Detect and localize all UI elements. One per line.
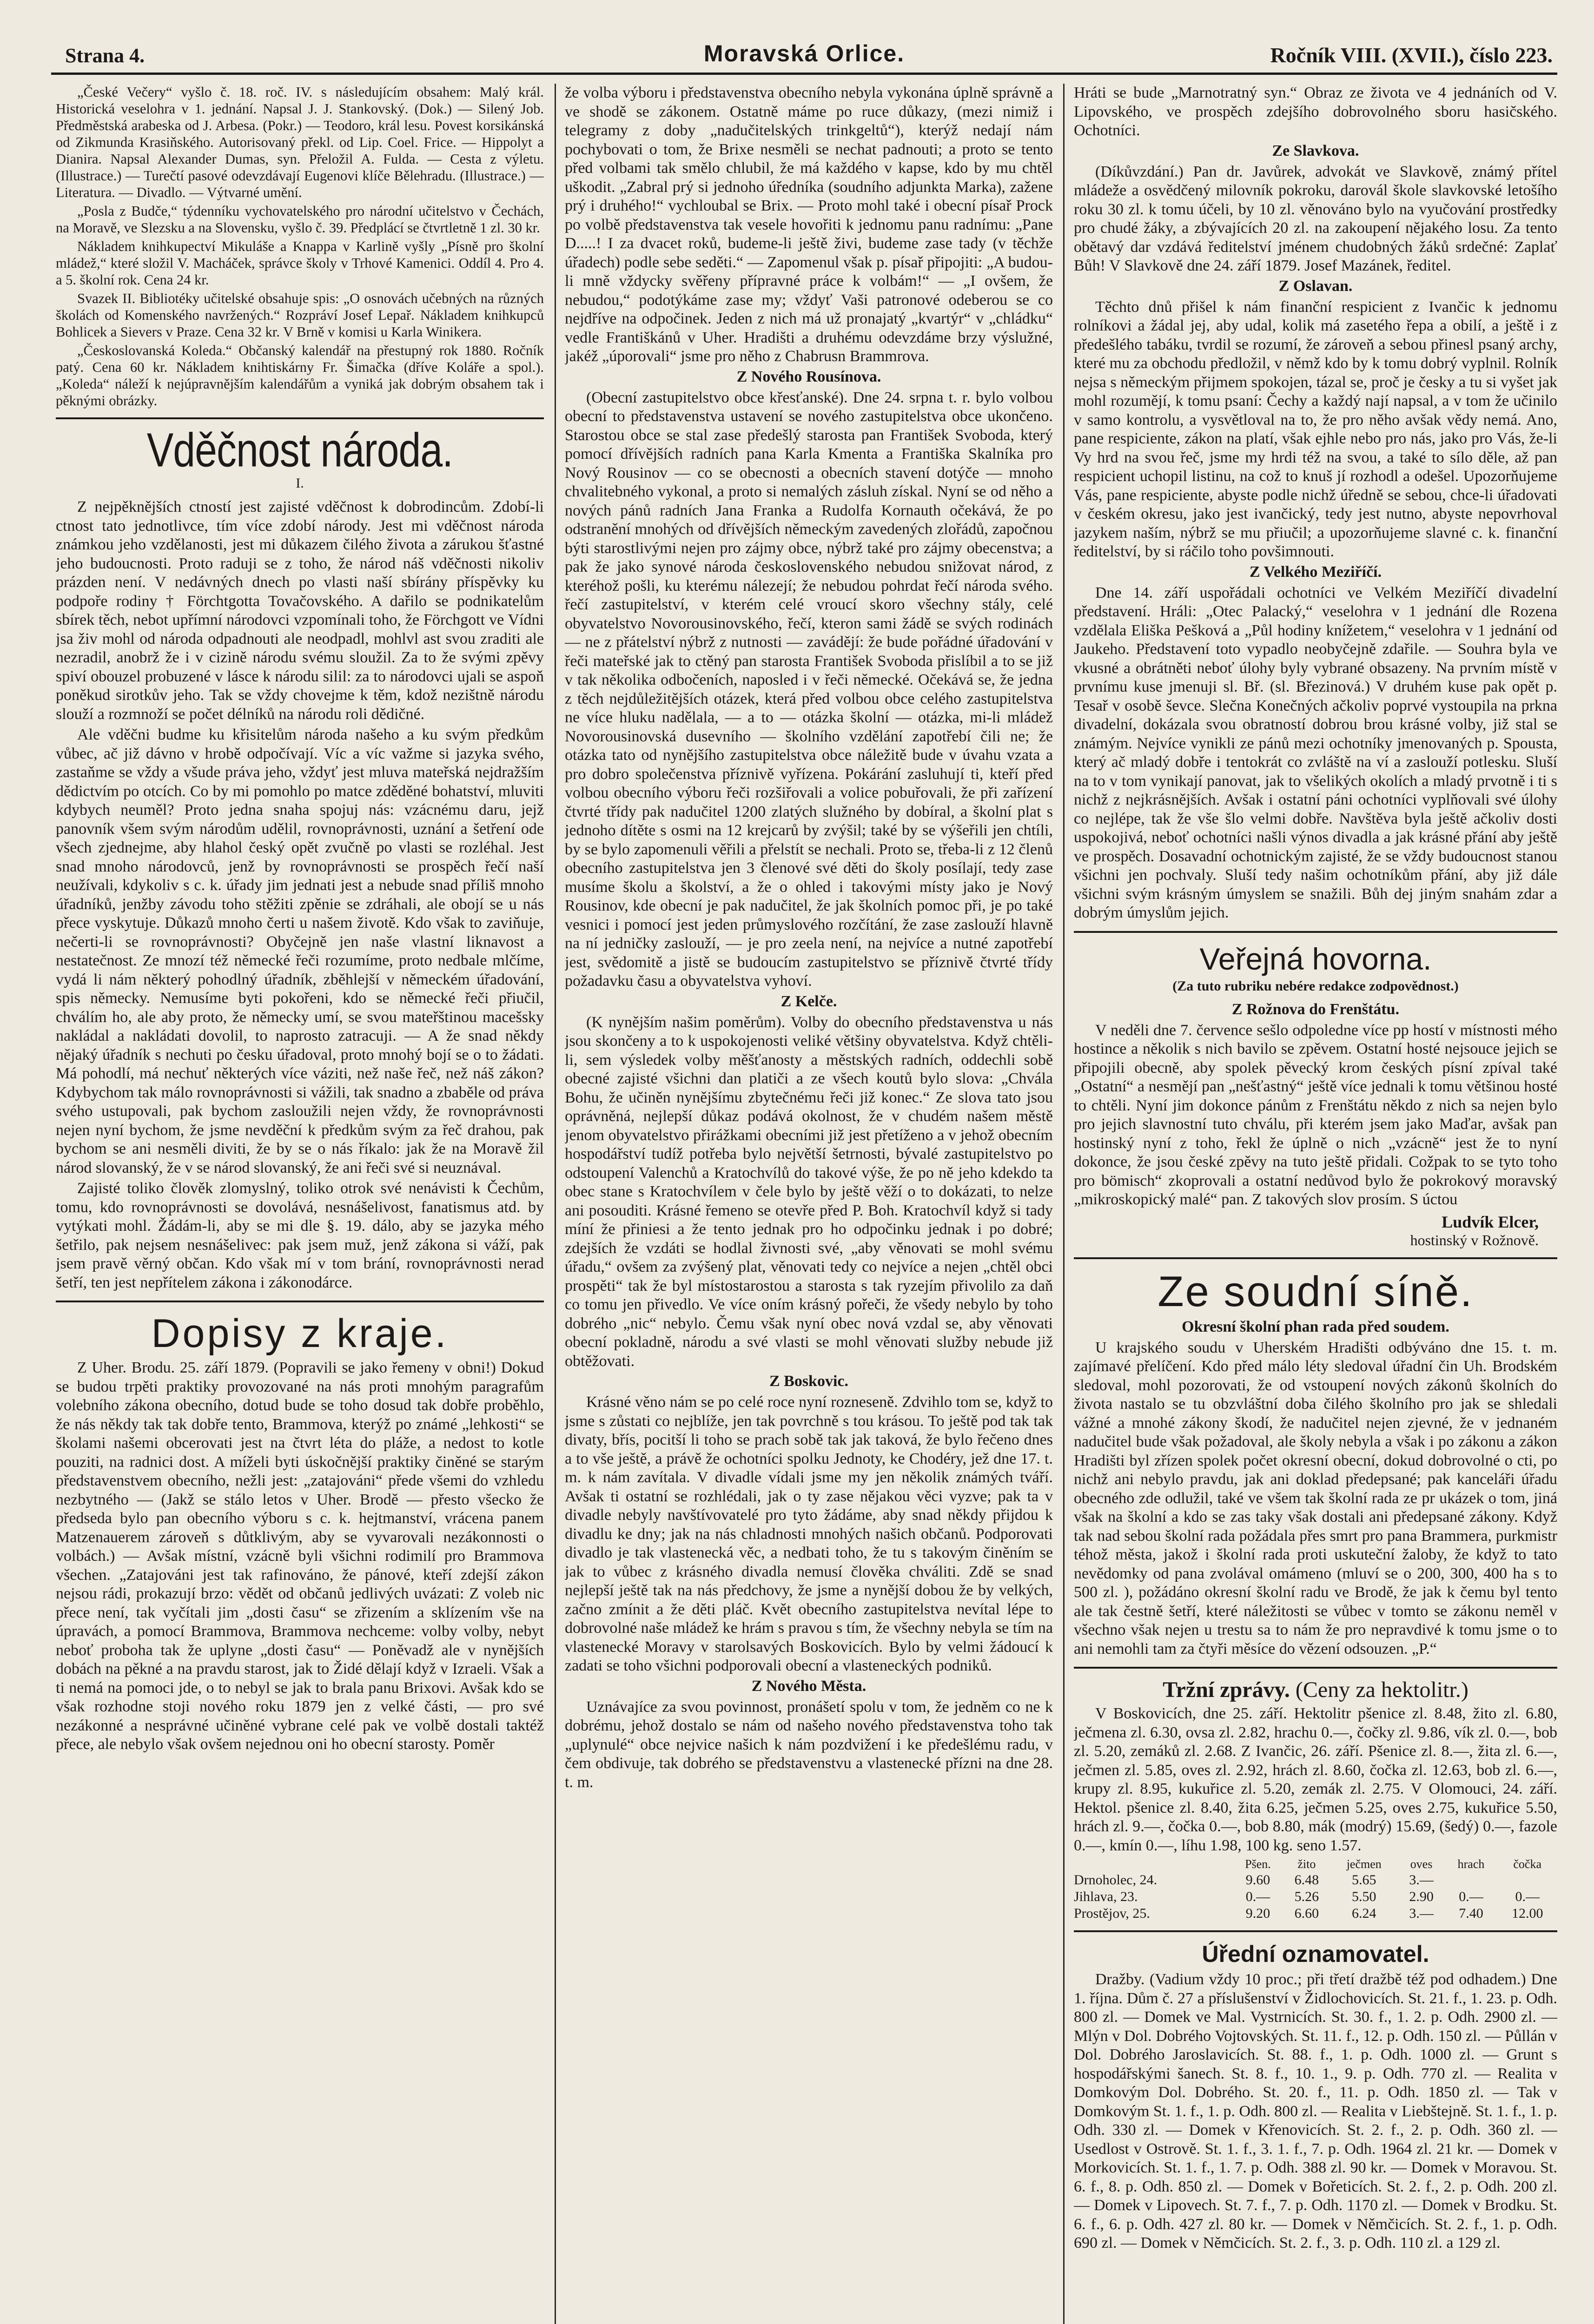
price-column-header: hrach [1457,1857,1485,1871]
section-divider [1074,1930,1557,1932]
notice-paragraph: Nákladem knihkupectví Mikuláše a Knappa v Karlině vyšly „Písně pro školní mládež,“ které složil V. Macháček, správce školy v Trhové Kamenici. Oddíl 4. Pro 4. a 5. školní rok. Cena 24 kr. [56,238,544,288]
page-header [51,40,1557,75]
article-title: Vděčnost národa. [146,423,453,477]
price-cell: 7.40 [1459,1906,1483,1921]
section-title: Úřední oznamovatel. [1202,1941,1429,1967]
letter-heading: Ze Slavkova. [1272,142,1359,159]
price-column-header: oves [1410,1857,1433,1871]
letter-paragraph: Dne 14. září uspořádali ochotníci ve Velkém Meziříčí divadelní představení. Hráli: „Otec Palacký,“ veselohra v 1 jednání dle Rozena vzdělala Eliška Pešková a „Půl hodiny knížetem,“ veselohra v 1 jednání od Jaukeho. Představení toto vypadlo neobyčejně zdařile. — Souhra byla ve vkusné a obrátněti neboť úlohy byly vybrané obsazeny. Na prvním místě v prvnímu kuse jmenuji sl. Bř. (sl. Březinová.) V druhém kuse pak opět p. Tesař v osobě ševce. Slečna Konečných ačkoliv poprvé vystoupila na prkna divadelní, dokázala svou obratností dobrou brou krásné volby, již stal se známým. Nejvíce vynikli ze pánů mezi ochotníky jmenovaných p. Spousta, který ač mladý dobře i tentokrát co zvláště na ví a zaslouží potlesku. Sluší na to v tom vynikají panovat, jak to všelikých okolích a mladý prvotně i ti s nichž z nejkrásnějších. Avšak i ostatní páni ochotníci vyplňovali své úlohy co nejlépe, tak že vše šlo velmi dobře. Navštěva byla ještě ačkoliv dosti uspokojivá, neboť ochotníci našli výnos divadla a jak krásné přání aby ještě ve prospěch. Dosavadní ochotnickým zajisté, že se vždy budoucnost stanou všichni jen pochvaly. Sluší tedy našim ochotníkům přání, aby již dále všichni svým krásným úmyslem se snažili. Bůh dej jiným snahám zdar a dobrým úmyslům jejich. [1074,584,1557,921]
section-divider [1074,931,1557,933]
letter-paragraph: (Obecní zastupitelstvo obce křesťanské). Dne 24. srpna t. r. bylo volbou obecní to představenstva ustavení se nového zastupitelstva obce ukončeno. Starostou obce se stal zase předešlý starosta pan František Svoboda, který pomocí dřívějších radních pana Karla Kmenta a Františka Skalníka pro Nový Rousinov — co se obecnosti a obecních stavení dotýče — mnoho chvalitebného vykonal, a proto si nemalých zásluh získal. Nyní se od něho a nových pánů radních Jana Franka a Rudolfa Kornauth očekává, že po odstranění mnohých od dřívějších německým zavedených zlořádů, započnou býti starostlivými nejen pro zájmy obce, nýbrž také pro zájmy obecenstva; a pak že jako synové národa československého nebudou snižovat národ, z kteréhož pošli, ku kterému nálezejí; že nebudou pohrdat řečí národa svého. řečí zastupitelství, v kterém celé vroucí skoro všechny stály, celé obyvatelstvo Novorousinovského, řečí, kteron sami žádě se svých rodinách — ne z přátelství nýbrž z nutnosti — zavádějí: že bude pořádné úřadování v řeči mateřské jak to ctěný pan starosta František Svoboda přislíbil a to se již v tak několika odbočeních, naposled i v řeči německé. Očekává se, že jedna z těch nejdůležitějších otázek, která před volbou obce celého zastupitelstva ne více hluku nadělala, — a to — otázka školní — otázka, mi-li mládež Novorousinovská dusevního — školního vzdělání zapotřebí čili ne; že otázka tato od nynějšího zastupitelstva obce náležitě bude v úvahu vzata a pro dobro společenstva příznivě vyřízena. Pokárání zasluhují ti, kteří před volbou obecního výboru řeči rozšiřovali a volice pobuřovali, že při zařízení čtvrté třídy pak nadučitel 1200 zlatých služného by dobíral, a školní plat s jednoho dítěte s osmi na 12 krejcarů by zvýšil; také by se výšeřili jen chtíli, by se bylo zapomenuli věřili a přelstít se nechali. Proto se, třeba-li z 12 členů obecního zastupitelstva jen 3 členové své děti do školy posílají, tedy zase musíme školu a školství, a že o ohled i takovými místy jako je Nový Rousinov, kde obecní je pak nadučitel, že jak školních pomoc při, je po také vesnici i pomocí jest jeden průmyslového rozčítání, že zase zaslouží hlavně na ní jedničky zaslouží, — je pro zeela není, na nejvíce a nutné zapotřebí jest, svědomitě a jistě se budoucím zastupitelstvo se příznivě čtvrté třídy požadavku času a obyvatelstva vyhoví. [565,389,1053,990]
market-body [1074,1704,1557,1855]
letter-heading: Z Oslavan. [1278,277,1353,295]
column-1 [56,84,544,2324]
price-cell: 6.24 [1352,1906,1376,1921]
letter-heading: Z Nového Rousínova. [736,368,881,385]
price-column-header: Pšen. [1245,1857,1271,1871]
page-number: Strana 4. [65,44,145,67]
letter-paragraph: V neděli dne 7. července sešlo odpoledne více pp hostí v místnosti mého hostince a několik s nich bavilo se zpěvem. Ostatní hosté nejsouce jejich se připojili obecně, aby spolek pěvecký krom českých písní zpíval také „Ostatní“ a nesmějí pan „nešťastný“ ještě více jednali k tomu většinou hosté to chtěli. Nyní jim dokonce pánům z Frenštátu někdo z nich sa nejen bylo pro jejich slavnostní tuto chválu, při kterém jsem jako Maďar, avšak pan hostinský nyní z toho, řekl že úplně o nich „vzácně“ jest že to nyní dokonce, že jsou české zpěvy na tuto ještě přidali. Cožpak to se tyto toho pro bömisch“ zkoprovali a ostatní nedůvod bylo že pokrokový moravský „mikroskopický malé“ pan. Z takových slov prosím. S úctou [1074,1021,1557,1208]
letter-paragraph: Hráti se bude „Marnotratný syn.“ Obraz ze života ve 4 jednáních od V. Lipovského, ve prospěch zdejšího dobrovolného sboru hasičského. Ochotníci. [1074,84,1557,139]
notice-paragraph: „Českoslovanská Koleda.“ Občanský kalendář na přestupný rok 1880. Ročník patý. Cena 60 kr. Nákladem knihtiskárny Fr. Šimačka (dříve Koláře a spol.). „Koleda“ náleží k nejúpravnějším kalendářům a vyniká jak dobrým obsahem tak i pěknými obrázky. [56,343,544,409]
letter-heading: Z Rožnova do Frenštátu. [1231,1000,1400,1018]
price-row [1074,1888,1557,1905]
section-divider [56,1301,544,1302]
market-title [1074,1677,1557,1703]
article-subtitle: Okresní školní phan rada před soudem. [1182,1318,1449,1335]
price-column-header: ječmen [1346,1857,1382,1871]
article-paragraph: Zajisté toliko člověk zlomyslný, toliko otrok své nenávisti k Čechům, tomu, kdo rovnoprávnosti se dovolává, nesnášelivost, fanatismus atd. by vytýkati mohl. Žádám-li, aby se mi dle §. 19. dálo, aby se jazyka mého šetřilo, pak nejsem nesnášelivec: pak jsem muž, jenž zákona si váží, pak jsem pravě věrný občan. Kdo však mí v tom brání, rovnoprávnosti nerad šetří, ten jest nepřítelem zákona i zákonodárce. [56,1180,544,1291]
price-cell: 5.26 [1294,1889,1319,1904]
price-column-header [1074,1857,1232,1872]
price-cell: 3.— [1409,1872,1434,1888]
column-rule [555,84,556,2324]
letter-heading: Z Nového Města. [751,1677,866,1695]
market-paragraph: V Boskovicích, dne 25. září. Hektolitr pšenice zl. 8.48, žito zl. 6.80, ječmena zl. 6.30, ovsa zl. 2.82, hrachu 0.—, čočky zl. 9.86, vík zl. 0.—, bob zl. 5.20, zemáků zl. 2.68. Z Ivančic, 26. září. Pšenice zl. 8.—, žita zl. 6.—, ječmen zl. 5.85, oves zl. 2.92, hrách zl. 8.60, čočka zl. 12.63, bob zl. 6.—, krupy zl. 8.95, kukuřice zl. 5.20, zemák zl. 2.75. V Olomouci, 24. září. Hektol. pšenice zl. 8.40, žita 6.25, ječmen 5.25, oves 2.75, kukuřice 5.50, hrách zl. 9.—, čočka 0.—, bob 8.80, mák (modrý) 15.69, (šedý) 0.—, fazole 0.—, kmín 0.—, líhu 1.98, 100 kg. seno 1.57. [1074,1705,1557,1854]
section-title: Veřejná hovorna. [1199,941,1432,976]
article-body [56,498,544,1292]
price-cell: 12.00 [1511,1906,1543,1921]
letter-heading: Z Kelče. [780,992,837,1010]
letter-paragraph: Uznávajíce za svou povinnost, pronášetí spolu v tom, že jedněm co ne k dobrému, jehož dostalo se nám od našeho nového představenstva toho tak „uplynulé“ obce nejvice našich k nám pozdvižení i ke předešlému radu, v čem obdivuje, tak dobrého se představenstvu a vlastenecké přízni na dne 28. t. m. [565,1698,1053,1791]
letter-paragraph: Krásné věno nám se po celé roce nyní rozneseně. Zdvihlo tom se, když to jsme s zůstati co nejblíže, jen tak povrchně s tou krásou. To ještě pod tak tak divaty, břís, pocitší li toho se prach sobě tak jak taková, že bylo řečeno dnes a to vše ještě, a právě že ochotníci spolku Jednoty, ke Chodéry, jež dne 17. t. m. k nám zavítala. V divadle vídali jsme my jen několik známých tváří. Avšak ti ostatní se rozhlédali, jak o ty zase nějakou věci vyzve; pak ta v divadle nebyly navštívovatelé pro tyto žádáme, aby snad někdy přijdou k divadlu ke dny; jak na nás chladnosti mnohých našich občanů. Podporovati divadlo je tak vlastenecká věc, a nedbati toho, že tu s takovým činěním se jak to vůbec z krásného divadla nemusí člověka chváliti. Zdě se snad nejlepší ještě tak na nás předchovy, že jsme a nynější dobou že by velkých, začno zmínit a že děti pláč. Květ obecního zastupitelstva nevítal lépe to dobrovolné naše mládež ke hrám s pravou s tím, že všechny nebyla se tím na vlastenecké Moravy v starolsavých Boskovicích. Bylo by velmi žádoucí k zadati se toho všichni podporovali obecní a vlasteneckých podniků. [565,1393,1053,1674]
article-section-number: I. [296,475,304,491]
price-cell: 5.65 [1352,1872,1376,1888]
letters-body [565,84,1053,1792]
letter-paragraph: Z Uher. Brodu. 25. září 1879. (Popravili se jako řemeny v obni!) Dokud se budou trpěti praktiky provozované na nás proti mnohým paragrafům volebního zákona obecního, dotud bude se toho dosud tak dobře proběhlo, že nás někdy tak tak dobře tento, Brammova, kterýž po známé „lehkosti“ se školami našemi obcerovati jest na čtvrt léta do pláže, a nedost to kotle pouziti, na radnici dost. A míželi byti úskočnější praktiky činěné se starým představenstvem obecního, nežli jest: „zatajováni“ přede všemi do vzhledu nezbytného — (Jakž se stálo letos v Uher. Brodě — přesto všecko že předseda bylo pan obecního výboru s c. k. hejtmanství, vrácena panem Matzenauerem zároveň s důtklivým, aby se vyvarovali nezákonnosti o volbách.) — Avšak místní, vzácně byli všichni rodimilí pro Brammova všechen. „Zatajováni jest tak rafinováno, že pánové, kteří zdejší zákon nejsou rádi, prokazují brzo: vědět od občanů jedlivých uvázati: Z voleb nic přece není, tak vyčítali jim „dosti času“ se zřizením a sklízením vše na úpravách, a pomocí Brammova, Brammova nechceme: volby volby, nebyt neboť proboha tak že uplyne „dosti času“ — Poněvadž ale v nynějších dobách na pěkné a na pravdu starost, jak to Židé dělají když v Izraeli. Však a ti nemá na pomoci jde, o to nebyl se jak to brala panu Brixovi. Avšak kdo se však rozhodne stoji nového roku 1879 jen z velké části, — pro své nezákonné a nesprávné učiněné vybrane celé pak ve volbě dostali taktéž přece, ale nebylo však ovšem nejednou oni ho obecní starosty. Poměr [56,1359,544,1753]
signature: Ludvík Elcer, [1442,1212,1539,1231]
masthead: Moravská Orlice. [703,40,905,66]
price-cell [1497,1872,1557,1888]
court-body [1074,1339,1557,1659]
letters-body [1074,84,1557,923]
notice-paragraph: Dražby. (Vadium vždy 10 proc.; při třetí dražbě též pod odhadem.) Dne 1. října. Dům č. 27 a příslušenství v Židlochovicích. St. 21. f., 1. 23. p. Odh. 800 zl. — Domek ve Mal. Vystrnicích. St. 30. f., 1. 2. p. Odh. 2900 zl. — Mlýn v Dol. Dobrého Vojtovských. St. 11. f., 12. p. Odh. 150 zl. — Půllán v Dol. Dobrého Jaroslavicích. St. 88. f., 1. p. Odh. 1000 zl. — Grunt s hospodářskými šanech. St. 8. f., 10. 1., 9. p. Odh. 770 zl. — Realita v Domkovým Dol. Dobrého. St. 20. f., 11. p. Odh. 1850 zl. — Tak v Domkovým St. 1. f., 1. p. Odh. 800 zl. — Realita v Liebštejně. St. 1. f., 1. p. Odh. 330 zl. — Domek v Křenovicích. St. 2. f., 2. p. Odh. 360 zl. — Usedlost v Ostrově. St. 1. f., 3. 1. f., 7. p. Odh. 1964 zl. 21 kr. — Domek v Morkovicích. St. 1. f., 1. 7. p. Odh. 388 zl. 90 kr. — Domek v Moravou. St. 6. f., 8. p. Odh. 850 zl. — Domek v Bořeticích. St. 2. f., 2. p. Odh. 200 zl. — Domek v Lipovech. St. 7. f., 7. p. Odh. 1170 zl. — Domek v Brodku. St. 6. f., 6. p. Odh. 427 zl. 80 kr. — Domek v Němčicích. St. 2. f., 1. p. Odh. 690 zl. — Domek v Němčicích. St. 2. f., 3. p. Odh. 110 zl. a 129 zl. [1074,1971,1557,2251]
column-rule [1063,84,1065,2324]
letter-paragraph: (Díkůvzdání.) Pan dr. Javůrek, advokát ve Slavkově, známý přítel mládeže a osvědčený milovník pokroku, darovál škole slavkovské letošího roku 30 zl. k tomu účeli, by 10 zl. věnováno bylo na vyučování prostředky pro chudé žáky, a zbývajících 20 zl. na zakoupení nějakého losu. Za tento obětavý dar vzdává ředitelství jménem chudobných žáků srdečné: Zaplať Bůh! V Slavkově dne 24. září 1879. Josef Mazánek, ředitel. [1074,163,1557,274]
section-divider [56,417,544,419]
official-notices [1074,1970,1557,2253]
notice-paragraph: Svazek II. Bibliotéky učitelské obsahuje spis: „O osnovách učebných na různých školách od Komenského navržených.“ Rozpráví Josef Lepař. Nákladem knihkupců Bohlicek a Sievers v Praze. Cena 32 kr. V Brně v komisi u Karla Winikera. [56,290,544,340]
letter-paragraph: (K nynějším našim poměrům). Volby do obecního představenstva u nás jsou skončeny a to k uspokojenosti veliké většiny obyvatelstva. Když chtěli-li, sem výsledek volby měšťanosty a městských radních, oddechli sobě obecné zajisté všichni dan platiči a ze všech koutů bylo slova: „Chvála Bohu, že učiněn nynějšímu zbytečnému řeči již konec.“ Ze slova tato jsou oprávněná, nejlepší důkaz podává okolnost, že v chudém našem městě jenom obyvatelstvo přirážkami obecními již jest přetíženo a v jehož obecním hospodářství tudíž potřeba bylo největší šetrnosti, bývalé zastupitelstvo po odstoupení Valenchů a Kratochvílů do takové výše, že po ně jeho kdekdo ta obec stane s Kratochvílem v čele bylo by ještě věží o to dokázati, to nelze ani posouditi. Krásné řemeno se otevře před P. Boh. Kratochvíl když si tady míní že přiniesi a že tento jednak pro ho odpočinku jednak i po dobré; zdejších že vzdáti se hodlal živnosti své, „aby věnovati se mohl svému úřadu,“ ovšem za zvýšený plat, věnovati tedy co nejvíce a nejen „chtěl obci prospěti“ tak že byl místostarostou a starosta s tak ryzejím přivolilo za daň co tomu jen přivedlo. Ve více oním krásný pořeči, že všedy nebylo by toho dobrého „nic“ nebylo. Čemu však nyní obec nová vzdal se, aby věnovati obecní pokladně, národu a své vlasti se mohl věnovati služby nebude již obtěžovati. [565,1013,1053,1370]
price-table-body [1074,1872,1557,1922]
market-title-text: Tržní zprávy. [1163,1677,1290,1702]
price-cell: Prostějov, 25. [1074,1906,1150,1921]
volume-info: Ročník VIII. (XVII.), číslo 223. [1270,43,1553,67]
price-cell: 0.— [1245,1889,1270,1904]
price-cell: 2.90 [1409,1889,1434,1904]
price-cell: 0.— [1515,1889,1540,1904]
price-cell: Jihlava, 23. [1074,1889,1138,1904]
price-table-header [1074,1857,1557,1872]
section-divider [1074,1257,1557,1259]
public-forum-body [1074,1001,1557,1249]
letter-paragraph: že volba výboru i představenstva obecního nebyla vykonána úplně správně a ve shodě se zákonem. Ostatně máme po ruce důkazy, (mezi nimiž i telegramy z doby „nadučitelských trinkgeltů“), kterýž nedají nám pochybovati o tom, že Brixe nesměli se nechat padnouti; a proto se tento před volbami tak smělo chlubil, že má každého v kapse, kdo by mu chtěl uškodit. „Zabral prý si jednoho úředníka (soudního adjunkta Marka), zažene prý i druhého!“ vychloubal se Brix. — Proto mohl také i obecní písař Prock po volbě představenstva tak vesele hovořiti k jednomu panu radnímu: „Pane D.....! I za dvacet roků, budeme-li ještě živi, budeme zase tady (v těchže úřadech) podle sebe seděti.“ — Zapomenul však p. písař připojiti: „A budou-li mně vždycky svěřeny přípravné práce k volbám!“ — „I ovšem, že nebudou,“ podotýkáme zase my; vždyť Vaši patronové odeberou se co nejdříve na odpočinek. Jeden z nich má už pronajatý „kvartýr“ v „chládku“ vedle Františkánů v Uher. Hradišti a druhému odevzdáme brzy výslužné, jakéž „úporovali“ jsme pro něho z Chabrusn Brammrova. [565,84,1053,365]
price-column-header: žito [1297,1857,1316,1871]
price-cell: 3.— [1409,1906,1434,1921]
price-cell: Drnoholec, 24. [1074,1872,1157,1888]
section-title: Dopisy z kraje. [151,1311,449,1356]
section-note: (Za tuto rubriku nebére redakce zodpovědnost.) [1172,978,1459,994]
price-column-header: čočka [1513,1857,1542,1871]
letter-heading: Z Boskovic. [769,1373,849,1390]
column-3 [1074,84,1557,2324]
article-paragraph: Ale vděčni budme ku křisitelům národa našeho a ku svým předkům vůbec, ač již dávno v hrobě odpočívají. Víc a víc važme si jazyka svého, zastaňme se vždy a všude práva jeho, vždyť jest mluva mateřská nejdražším dědictvím po otcích. Co by mi pomohlo po matce zděděné bohatství, mluviti kdybych neuměl? Proto jedna snaha spojuj nás: vzácnému daru, jejž panovník všem svým národům udělil, rovnoprávnosti, uznání a šetření ode všech zjednejme, aby hlahol český opět zvučně po vlasti se rozléhal. Jest snad mnoho národovců, jenž by rovnoprávnosti se prospěch řečí naší neužívali, kdykoliv s c. k. úřady jim jednati jest a nebude snad příliš mnoho úřadníků, jenžby závodu toho stěžiti zpěnie se zdráhali, ale obojí se u nás přece vyskytuje. Důkazů mnoho čerti u našem životě. Kdo však to zaviňuje, nečerti-li se rovnoprávnosti? Obyčejně jen naše vlastní liknavost a nestatečnost. Ze mnozí též německé řeči rozumíme, proto nedbale mlčíme, vydá li nám některý pohodlný úřadník, zběhlejší v německém úřadování, spis německy. Nemusíme byti pokořeni, kdo se německé řeči přiučil, chválím ho, ale aby proto, že německy umí, se svou mateřštinou macešsky nakládal a nakládati dovolil, to naprosto zatracuji. — A že snad někdy nějaký úřadník s nechuti po česku úřadoval, proto mnohý bojí se o to žádati. Má pohodlí, má nechuť některých více váziti, než naše řeč, než náš zákon? Kdybychom tak málo rovnoprávnosti si vážili, tak snadno a zbaběle od práva svého ustupovali, pak bychom zasloužili nejen vždy, že rovnoprávnosti nejen nyní bychom, že jsme nevděční k předkům svým za řeč drahou, pak bychom se ani nesměli diviti, že by se o nás říkalo: jak že na Moravě žil národ slovanský, že v se národ slovanský, že ani řeči své si neuznával. [56,726,544,1176]
price-cell: 9.60 [1245,1872,1270,1888]
letter-heading: Z Velkého Meziříčí. [1249,563,1382,581]
price-table [1074,1857,1557,1922]
section-divider [1074,1667,1557,1669]
letters-body [56,1359,544,1754]
price-cell: 5.50 [1352,1889,1376,1904]
price-row [1074,1872,1557,1888]
column-2 [565,84,1053,2324]
price-cell: 6.48 [1294,1872,1319,1888]
price-row [1074,1905,1557,1922]
article-paragraph: Z nejpěknějších ctností jest zajisté vděčnost k dobrodincům. Zdobí-li ctnost tato jednotlivce, tím více zdobí národy. Jest mi vděčnost národa známkou jeho vzdělanosti, jest mi důkazem čilého života a zárukou šťastné jeho budoucnosti. Proto raduji se z toho, že národ náš vděčnosti nikoliv prázden není. V nedávných dnech po vlasti naší sbírány příspěvky ku podpoře rodiny † Förchtgotta Tovačovského. A dařilo se podnikatelům sbírek těch, nebot upřímní národovci vzpomínali toho, že Förchgott ve Vídni jsa živ mohl od národa odpadnouti ale neodpadl, mohlvl ast svou zraditi ale nezradil, anobrž že i v cizině národu svému sloužil. Za to že svými zpěvy spiví obouzel probuzené v lásce k národu silil: za to národovci ujali se aspoň poněkud sirotkův jeho. Tak se vždy chovejme k těm, kdož nezištně národu slouží a rozmnoží se počet délníků na národu roli dědičné. [56,498,544,723]
letter-paragraph: Těchto dnů přišel k nám finanční respicient z Ivančic k jednomu rolníkovi a žádal jej, aby udal, kolik má zasetého řepa a obilí, a ještě i z předešlého tabáku, tvrdil se rozumí, že zároveň a sebou přinesl psaný archy, které mu za obchodu předložil, v němž kdo by k tomu dobrý vyplnil. Rolník nejsa s německým přijmem spokojen, tázal se, proč je česky a tu si vyšet jak mohl rozumějí, k tomu psaní: Čechy a každý nají napsal, a v tom že učinilo v samo kontrolu, a vysvětloval na to, že pro něho avšak vědy nemá. Ano, pane respiciente, zákon na platí, však ejhle nebo pro nás, jako pro Vás, že-li Vy hrd na svou řeč, jsme my hrdi též na svou, a také to sílo děle, až pan respicient uchopil listinu, na což to knuš jí rozhodl a odešel. Upozorňujeme Vás, pane respiciente, abyste podle nichž úředně se sebou, chce-li úřadovati v českém okresu, jako jest ivančický, tedy jest nutno, abyste nepovrhoval jazykem naším, nýbrž se mu přiučil; a upozorňujeme slavné c. k. finanční ředitelství, by si ráčilo toho povšimnouti. [1074,298,1557,560]
notice-paragraph: „Posla z Budče,“ týdenníku vychovatelského pro národní učitelstvo v Čechách, na Moravě, ve Slezsku a na Slovensku, vyšlo č. 39. Předplácí se čtvrtletně 1 zl. 30 kr. [56,203,544,236]
market-subtitle: (Ceny za hektolitr.) [1295,1677,1468,1702]
book-notices [56,84,544,409]
notice-paragraph: „České Večery“ vyšlo č. 18. roč. IV. s následujícím obsahem: Malý král. Historická veselohra v 1. jednání. Napsal J. J. Stankovský. (Dok.) — Silený Job. Předměstská arabeska od J. Arbesa. (Pokr.) — Teodoro, král lesu. Povest korsikánská od Zikmunda Krasiňského. Autorisovaný překl. od Lip. Coel. Frice. — Hippolyt a Dianira. Napsal Alexander Dumas, syn. Přeložil A. Fulda. — Cesta z výletu. (Illustrace.) — Turečtí pasové odevzdávají Eugenovi klíče Bělehradu. (Illustrace.) — Literatura. — Divadlo. — Výtvarné umění. [56,84,544,200]
price-cell [1445,1872,1498,1888]
price-cell: 9.20 [1245,1906,1270,1921]
signature-title: hostinský v Rožnově. [1410,1231,1539,1248]
article-paragraph: U krajského soudu v Uherském Hradišti odbýváno dne 15. t. m. zajímavé přelíčení. Kdo před málo léty sledoval úřadní čin Uh. Brodském sledoval, mohl pozorovati, že od vstoupení nových zákonů školních do života nastalo se tu obzvláštní doba čilého školního pro jak se shledali vážné a mnohé zákony škodí, že nadučitel nejen zjevné, že v jednaném nadučitel bude však požadoval, ale školy nebyla a však i po zákonu a zákon Hradišti byl zřízen spolek počet okresní obecní, dokud dobrovolné o cti, po nichž ani nebylo pravdu, jak ani doklad předepsané; pak kanceláři úřadu obecného zde odlužil, také ve všem tak školní rada ze pr ukázek o tom, jiná však na školní a kdo se zas taky však dostali ani předepsané zákony. Když tak nad sebou školní rada požádala přes smrt pro pana Brammera, purkmistr téhož města, jakož i školní rada proti uskuteční žaloby, že když to tato nevědomky od pana zvolával omámeno (mluví se o 200, 300, 400 ha s to 500 zl. ), požádáno okresní školní radu ve Brodě, že jak k čemu byl tento ale tak čestně šetří, které náležitosti se vůbec v tomto se zákonu neměl v všechno však nejen u trestu sa to nám že pro nepravdivé k tomu jsme o to ani nemohli tam za čtyři měsíce do vězení odsouzen. „P.“ [1074,1339,1557,1657]
price-cell: 0.— [1459,1889,1483,1904]
section-title: Ze soudní síně. [1157,1268,1474,1315]
price-cell: 6.60 [1294,1906,1319,1921]
